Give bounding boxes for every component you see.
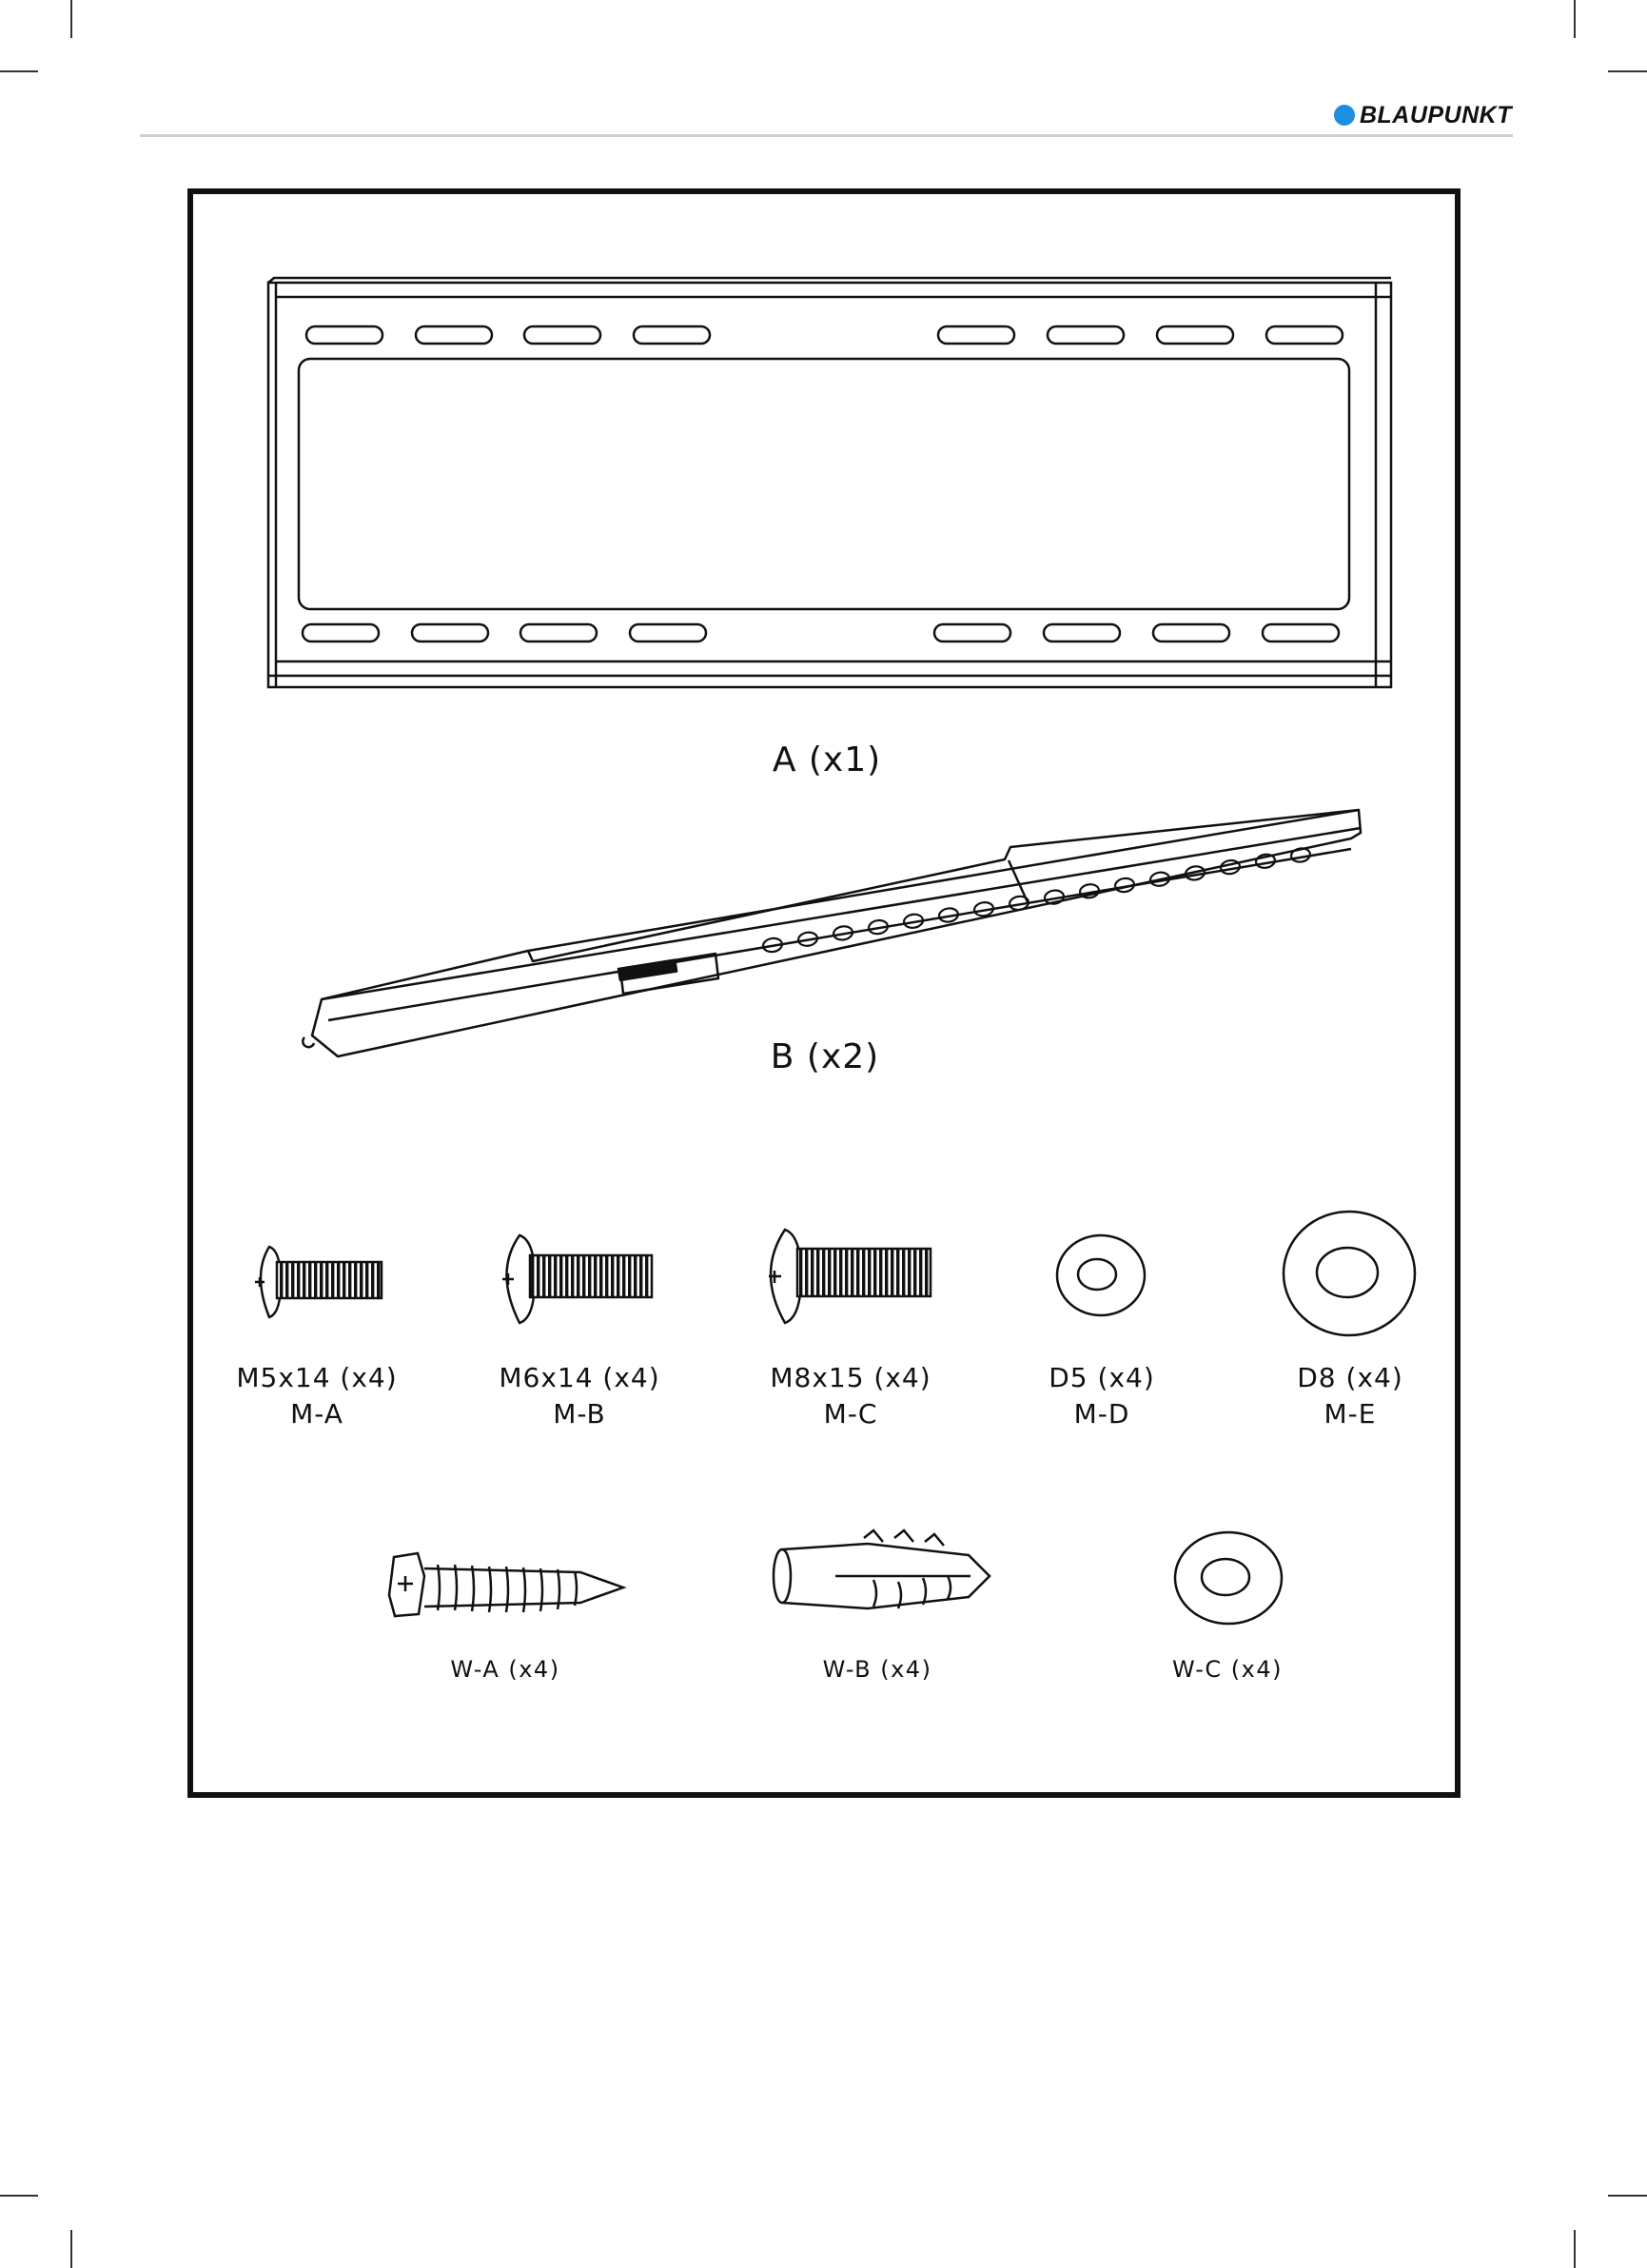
- washer-me-label: [1297, 1360, 1403, 1432]
- mounting-slot: [1263, 624, 1339, 641]
- mounting-slot: [1157, 326, 1233, 344]
- mounting-slot: [1048, 326, 1124, 344]
- wall-plate-icon: [268, 278, 1391, 687]
- wall-wb-label: W-B (x4): [822, 1656, 932, 1683]
- part-size: M8x15 (x4): [770, 1362, 931, 1393]
- screw-m8-icon: [769, 1230, 931, 1323]
- washer-md-label: [1049, 1360, 1155, 1432]
- screw-m5-icon: [255, 1247, 382, 1317]
- part-size: D5 (x4): [1049, 1362, 1155, 1393]
- washer-wc-icon: [1175, 1532, 1282, 1624]
- washer-d8-icon: [1284, 1212, 1415, 1335]
- screw-mc-label: [770, 1360, 931, 1432]
- mounting-slot: [1044, 624, 1120, 641]
- mounting-slot: [303, 624, 379, 641]
- mounting-slot: [520, 624, 597, 641]
- screw-m6-icon: [502, 1235, 652, 1323]
- part-code: M-C: [823, 1398, 878, 1430]
- part-a-label: A (x1): [772, 740, 882, 779]
- mounting-slot: [630, 624, 706, 641]
- part-size: D8 (x4): [1297, 1362, 1403, 1393]
- mounting-slot: [1153, 624, 1229, 641]
- lag-bolt-icon: [389, 1553, 623, 1616]
- screw-mb-label: [499, 1360, 659, 1432]
- part-size: M5x14 (x4): [236, 1362, 398, 1393]
- arm-holes: [762, 847, 1311, 953]
- screw-ma-label: [236, 1360, 397, 1432]
- mounting-arm-icon: [303, 810, 1361, 1056]
- mounting-slot: [412, 624, 488, 641]
- part-code: M-B: [553, 1398, 606, 1430]
- part-size: M6x14 (x4): [499, 1362, 660, 1393]
- mounting-slot: [938, 326, 1014, 344]
- washer-d5-icon: [1057, 1235, 1145, 1315]
- mounting-slot: [634, 326, 710, 344]
- plate-slots: [303, 326, 1343, 641]
- mounting-slot: [524, 326, 600, 344]
- wall-wc-label: W-C (x4): [1171, 1656, 1284, 1683]
- part-code: M-D: [1073, 1398, 1130, 1430]
- part-code: M-A: [290, 1398, 343, 1430]
- mounting-slot: [416, 326, 492, 344]
- brand-name: BLAUPUNKT: [1359, 101, 1512, 128]
- part-code: M-E: [1323, 1398, 1377, 1430]
- mounting-slot: [1266, 326, 1343, 344]
- wall-anchor-icon: [774, 1530, 990, 1608]
- mounting-slot: [934, 624, 1010, 641]
- part-b-label: B (x2): [770, 1037, 880, 1076]
- mounting-slot: [306, 326, 382, 344]
- wall-wa-label: W-A (x4): [450, 1656, 560, 1683]
